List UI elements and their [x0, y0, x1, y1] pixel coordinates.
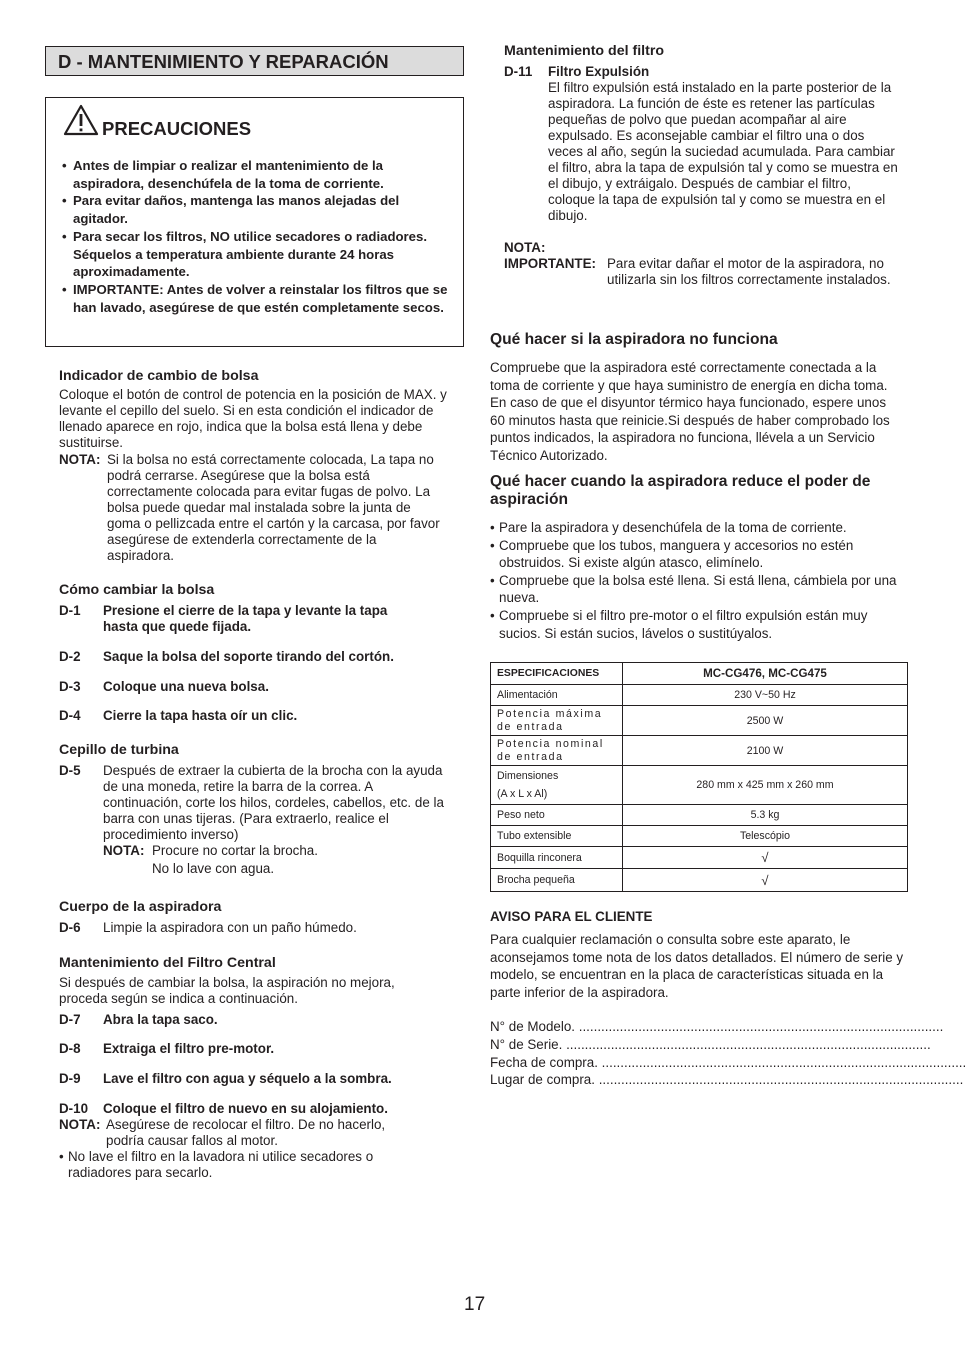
filter-maintenance-title: Mantenimiento del filtro [504, 43, 665, 59]
spec-label: Boquilla rinconera [491, 847, 623, 869]
table-row [491, 847, 908, 869]
spec-label: Alimentación [491, 685, 623, 706]
spec-value: 230 V~50 Hz [623, 685, 908, 706]
table-row [491, 805, 908, 826]
spec-label: Brocha pequeña [491, 869, 623, 892]
table-row [491, 766, 908, 805]
note-text: Si la bolsa no está correctamente colocada, La tapa no podrá cerrarse. Asegúrese que la bolsa está correctamente colocada para evitar fugas de polvo. La bolsa puede quedar mal instalada sobre la junta de goma o pellizcada entre el cartón y la carcasa, por favor asegúrese de extenderla correctamente de la aspiradora. [107, 452, 440, 563]
purchase-place-field: Lugar de compra. .................................................................................................. [490, 1072, 964, 1087]
purchase-date-field: Fecha de compra. .................................................................................................. [490, 1055, 966, 1070]
customer-notice-title: AVISO PARA EL CLIENTE [490, 909, 653, 924]
precaution-item: • Para evitar daños, mantenga las manos alejadas del agitador. [62, 193, 400, 226]
list-item: • Pare la aspiradora y desenchúfela de la toma de corriente. [490, 520, 847, 535]
precaution-item: • Para secar los filtros, NO utilice secadores o radiadores. Séquelos a temperatura ambiente durante 24 horas aproximadamente. [62, 229, 428, 279]
table-row [491, 706, 908, 736]
customer-notice-text: Para cualquier reclamación o consulta sobre este aparato, le aconsejamos tome nota de los datos detallados. El número de serie y modelo, se encuentran en la placa de características situada en la parte inferior de la aspiradora. [490, 932, 904, 1000]
table-row [491, 685, 908, 706]
not-working-text: Compruebe que la aspiradora esté correctamente conectada a la toma de corriente y que haya suministro de energía en dicha toma. En caso de que el disyuntor térmico haya funcionado, espere unos 60 minutos hasta que reinicie.Si después de haber comprobado los puntos indicados, la aspiradora no funciona, llévela a un Servicio Técnico Autorizado. [490, 360, 890, 463]
precaution-item: • Antes de limpiar o realizar el mantenimiento de la aspiradora, desenchúfela de la toma de corriente. [62, 158, 384, 191]
spec-value: √ [623, 869, 908, 892]
note-label: NOTA: [59, 452, 101, 467]
list-item: • Compruebe que la bolsa esté llena. Si está llena, cámbiela por una nueva. [490, 572, 897, 606]
change-bag-title: Cómo cambiar la bolsa [59, 582, 215, 598]
table-row [491, 826, 908, 847]
not-working-title: Qué hacer si la aspiradora no funciona [490, 331, 778, 348]
specifications-table [490, 662, 908, 892]
list-item: • Compruebe si el filtro pre-motor o el filtro expulsión están muy sucios. Si están sucios, lávelos o sustitúyalos. [490, 607, 868, 641]
model-number-field: N° de Modelo. .................................................................................................. [490, 1019, 944, 1034]
filter-note-label: NOTA: [504, 240, 546, 255]
spec-value: Telescópio [623, 826, 908, 847]
table-row [491, 869, 908, 892]
bag-indicator-text: Coloque el botón de control de potencia en la posición de MAX. y levante el cepillo del suelo. Si en esta condición el indicador de llenado aparece en rojo, indica que la bolsa está llena y debe sustituirse. [59, 387, 447, 450]
spec-label: Peso neto [491, 805, 623, 826]
precaution-item: • IMPORTANTE: Antes de volver a reinstalar los filtros que se han lavado, asegúrese de que estén completamente secos. [62, 282, 448, 315]
section-header [45, 46, 464, 76]
spec-value: √ [623, 847, 908, 869]
spec-value: 5.3 kg [623, 805, 908, 826]
body-title: Cuerpo de la aspiradora [59, 899, 222, 915]
header-cell: ESPECIFICACIONES [491, 663, 623, 685]
turbo-brush-note-2: No lo lave con agua. [152, 861, 275, 876]
warning-triangle-icon [63, 104, 99, 136]
filter-maintenance-text: El filtro expulsión está instalado en la parte posterior de la aspiradora. La función de éste es retener las partículas pequeñas de polvo que puedan acompañar al aire expulsado. Es aconsejable cambiar el filtro una o dos veces al año, según la suciedad acumulada. Para cambiar el filtro, abra la tapa de expulsión tal y como se muestra en el dibujo, y extráigalo. Después de cambiar el filtro, coloque la tapa de expulsión tal y como se muestra en el dibujo. [548, 80, 898, 223]
central-filter-text: Si después de cambiar la bolsa, la aspiración no mejora, proceda según se indica a continuación. [59, 975, 395, 1006]
section-title: D - MANTENIMIENTO Y REPARACIÓN [58, 51, 389, 72]
list-item: • Compruebe que los tubos, manguera y accesorios no estén obstruidos. Si existe algún atasco, elimínelo. [490, 537, 854, 571]
table-header-row [491, 663, 908, 685]
header-cell: MC-CG476, MC-CG475 [623, 663, 908, 685]
central-filter-title: Mantenimiento del Filtro Central [59, 955, 276, 971]
spec-value: 2500 W [623, 706, 908, 736]
spec-label: Potencia máxima de entrada [491, 706, 623, 736]
turbo-brush-title: Cepillo de turbina [59, 742, 179, 758]
serial-number-field: N° de Serie. .................................................................................................. [490, 1037, 931, 1052]
precautions-title: PRECAUCIONES [102, 118, 252, 139]
spec-label: Tubo extensible [491, 826, 623, 847]
precautions-box [45, 97, 464, 347]
table-row [491, 736, 908, 766]
spec-label: Dimensiones (A x L x Al) [491, 766, 623, 805]
reduced-suction-title: Qué hacer cuando la aspiradora reduce el poder de aspiración [490, 473, 871, 508]
spec-value: 2100 W [623, 736, 908, 766]
spec-label: Potencia nominal de entrada [491, 736, 623, 766]
page-number: 17 [464, 1294, 486, 1315]
bag-indicator-title: Indicador de cambio de bolsa [59, 368, 259, 384]
reduced-suction-list [490, 519, 904, 642]
spec-value: 280 mm x 425 mm x 260 mm [623, 766, 908, 805]
